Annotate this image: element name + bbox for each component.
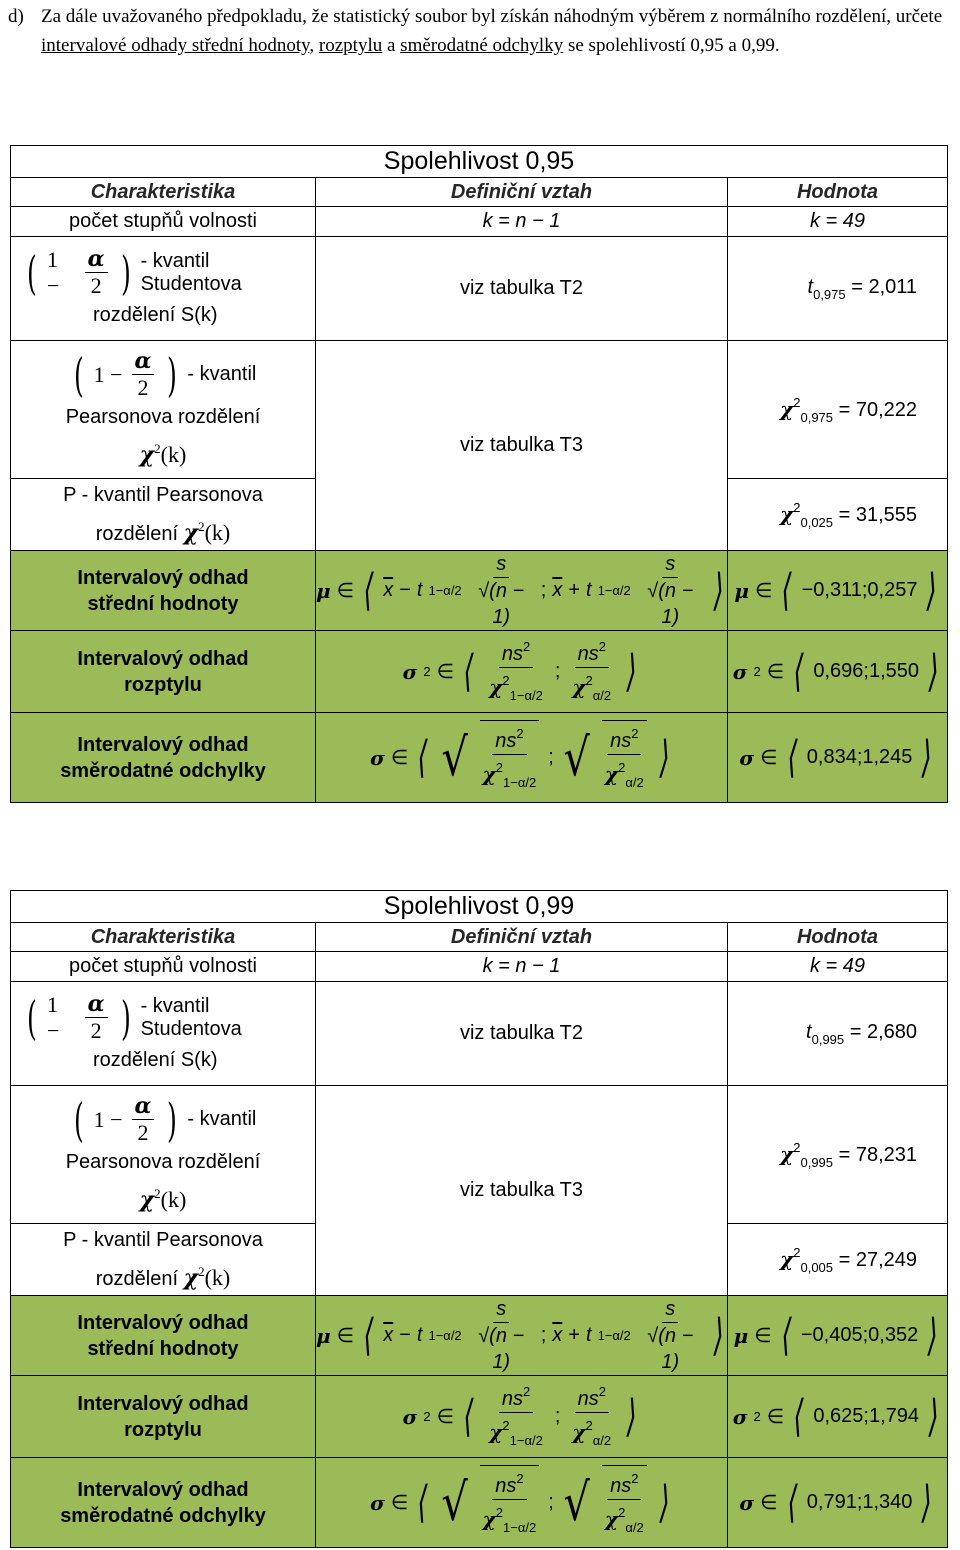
label-variance-estimate xyxy=(11,631,316,713)
label-mean-estimate xyxy=(11,551,316,631)
table-title: Spolehlivost 0,99 xyxy=(11,891,948,923)
item-label: d) xyxy=(8,6,24,27)
formula-variance-interval: σ 2 ∈ ⟨ $\frac{ns^2}{\chi^2_{1-\alpha/2}}$ ; $\frac{ns^2}{\chi^2_{\alpha/2}}$ ⟩ xyxy=(316,631,728,713)
value-mean-interval: μ ∈ ⟨ −0,311;0,257 ⟩ xyxy=(728,551,948,631)
label-line: střední hodnoty xyxy=(87,1337,239,1360)
value-variance-interval: σ 2 ∈ ⟨ 0,625;1,794 ⟩ xyxy=(728,1376,948,1458)
header-characteristic: Charakteristika xyxy=(11,178,316,207)
value-variance-interval: σ 2 ∈ ⟨ 0,696;1,550 ⟩ xyxy=(728,631,948,713)
label-line: rozptylu xyxy=(124,673,202,696)
value-mean-interval: μ ∈ ⟨ −0,405;0,352 ⟩ xyxy=(728,1296,948,1376)
definition-pearson: viz tabulka T3 xyxy=(316,1086,728,1296)
label-sd-estimate xyxy=(11,1458,316,1548)
table-title: Spolehlivost 0,95 xyxy=(11,146,948,178)
header-value: Hodnota xyxy=(728,923,948,952)
student-distribution-text: rozdělení S(k) xyxy=(93,304,218,326)
p-distribution-text: rozdělení xyxy=(95,1268,179,1290)
formula-sd-interval: σ ∈ ⟨ √ $\frac{ns^2}{\chi^2_{1-\alpha/2}}$ ; √ $\frac{ns^2}{\chi^2_{\alpha/2}}$ ⟩ xyxy=(316,713,728,803)
header-definition: Definiční vztah xyxy=(316,178,728,207)
label-line: Intervalový odhad xyxy=(77,1478,249,1501)
pearson-quantile-text: - kvantil xyxy=(187,363,257,385)
p-quantile-text: P - kvantil Pearsonova xyxy=(63,1229,263,1251)
definition-pearson: viz tabulka T3 xyxy=(316,341,728,551)
value-dof: k = 49 xyxy=(728,207,948,237)
formula-dof: k = n − 1 xyxy=(316,952,728,982)
link-variance[interactable]: rozptylu xyxy=(318,35,383,56)
label-dof: počet stupňů volnosti xyxy=(11,952,316,982)
formula-sd-interval: σ ∈ ⟨ √ $\frac{ns^2}{\chi^2_{1-\alpha/2}}$ ; √ $\frac{ns^2}{\chi^2_{\alpha/2}}$ ⟩ xyxy=(316,1458,728,1548)
separator: a xyxy=(386,35,396,56)
problem-statement xyxy=(8,2,953,60)
label-pearson-quantile: ( 1 − $\frac{\alpha}{2}$ ) - kvantil Pearsonova rozdělení $\chi^2(k)$ xyxy=(11,341,316,479)
label-line: střední hodnoty xyxy=(87,592,239,615)
label-line: Intervalový odhad xyxy=(77,1311,249,1334)
pearson-distribution-text: Pearsonova rozdělení xyxy=(65,406,261,428)
student-distribution-text: rozdělení S(k) xyxy=(93,1049,218,1071)
value-chi-lower: $\chi^2_{0,005} = 27,249$ xyxy=(728,1224,948,1296)
value-t-quantile: $t_{0,995} = 2,680$ xyxy=(728,982,948,1086)
value-sd-interval: σ ∈ ⟨ 0,834;1,245 ⟩ xyxy=(728,713,948,803)
label-line: Intervalový odhad xyxy=(77,566,249,589)
pearson-quantile-text: - kvantil xyxy=(187,1108,257,1130)
header-value: Hodnota xyxy=(728,178,948,207)
label-p-quantile: P - kvantil Pearsonova rozdělení $\chi^2(k)$ xyxy=(11,1224,316,1296)
pearson-distribution-text: Pearsonova rozdělení xyxy=(65,1151,261,1173)
formula-mean-interval: μ ∈ ⟨ $\overline{x}$ − t 1−α/2 $\frac{s}{√(n - 1)}$ ; $\overline{x}$ + t 1−α/2 $\frac{s}{√(n - 1)}$ ⟩ xyxy=(316,551,728,631)
definition-student: viz tabulka T2 xyxy=(316,982,728,1086)
p-quantile-text: P - kvantil Pearsonova xyxy=(63,484,263,506)
label-pearson-quantile: ( 1 − $\frac{\alpha}{2}$ ) - kvantil Pearsonova rozdělení $\chi^2(k)$ xyxy=(11,1086,316,1224)
label-line: směrodatné odchylky xyxy=(60,759,266,782)
p-distribution-text: rozdělení xyxy=(95,523,179,545)
value-dof: k = 49 xyxy=(728,952,948,982)
label-student-quantile: ( 1 − $\frac{\alpha}{2}$ ) - kvantil Studentova rozdělení S(k) xyxy=(11,982,316,1086)
label-p-quantile: P - kvantil Pearsonova rozdělení $\chi^2(k)$ xyxy=(11,479,316,551)
formula-variance-interval: σ 2 ∈ ⟨ $\frac{ns^2}{\chi^2_{1-\alpha/2}}$ ; $\frac{ns^2}{\chi^2_{\alpha/2}}$ ⟩ xyxy=(316,1376,728,1458)
statement-text-1: Za dále uvažovaného předpokladu, že statistický soubor byl získán náhodným výběrem z normálního rozdělení, určete xyxy=(41,6,943,27)
label-line: směrodatné odchylky xyxy=(60,1504,266,1527)
label-line: rozptylu xyxy=(124,1418,202,1441)
statement-text-2: se spolehlivostí 0,95 a 0,99. xyxy=(567,35,780,56)
value-t-quantile: $t_{0,975} = 2,011$ xyxy=(728,237,948,341)
value-chi-upper: $\chi^2_{0,995} = 78,231$ xyxy=(728,1086,948,1224)
label-mean-estimate xyxy=(11,1296,316,1376)
reliability-table-2 xyxy=(10,890,948,1548)
label-student-quantile: ( 1 − $\frac{\alpha}{2}$ ) - kvantil Studentova rozdělení S(k) xyxy=(11,237,316,341)
value-chi-lower: $\chi^2_{0,025} = 31,555$ xyxy=(728,479,948,551)
formula-mean-interval: μ ∈ ⟨ $\overline{x}$ − t 1−α/2 $\frac{s}{√(n - 1)}$ ; $\overline{x}$ + t 1−α/2 $\frac{s}{√(n - 1)}$ ⟩ xyxy=(316,1296,728,1376)
separator: , xyxy=(309,35,315,56)
label-line: Intervalový odhad xyxy=(77,647,249,670)
definition-student: viz tabulka T2 xyxy=(316,237,728,341)
link-std-dev[interactable]: směrodatné odchylky xyxy=(400,35,564,56)
student-quantile-text: - kvantil Studentova xyxy=(140,994,242,1040)
value-chi-upper: $\chi^2_{0,975} = 70,222$ xyxy=(728,341,948,479)
link-mean-estimate[interactable]: intervalové odhady střední hodnoty xyxy=(41,35,310,56)
header-definition: Definiční vztah xyxy=(316,923,728,952)
label-variance-estimate xyxy=(11,1376,316,1458)
value-sd-interval: σ ∈ ⟨ 0,791;1,340 ⟩ xyxy=(728,1458,948,1548)
student-quantile-text: - kvantil Studentova xyxy=(140,249,242,295)
formula-dof: k = n − 1 xyxy=(316,207,728,237)
label-line: Intervalový odhad xyxy=(77,1392,249,1415)
label-sd-estimate xyxy=(11,713,316,803)
header-characteristic: Charakteristika xyxy=(11,923,316,952)
reliability-table-1 xyxy=(10,145,948,803)
label-line: Intervalový odhad xyxy=(77,733,249,756)
label-dof: počet stupňů volnosti xyxy=(11,207,316,237)
